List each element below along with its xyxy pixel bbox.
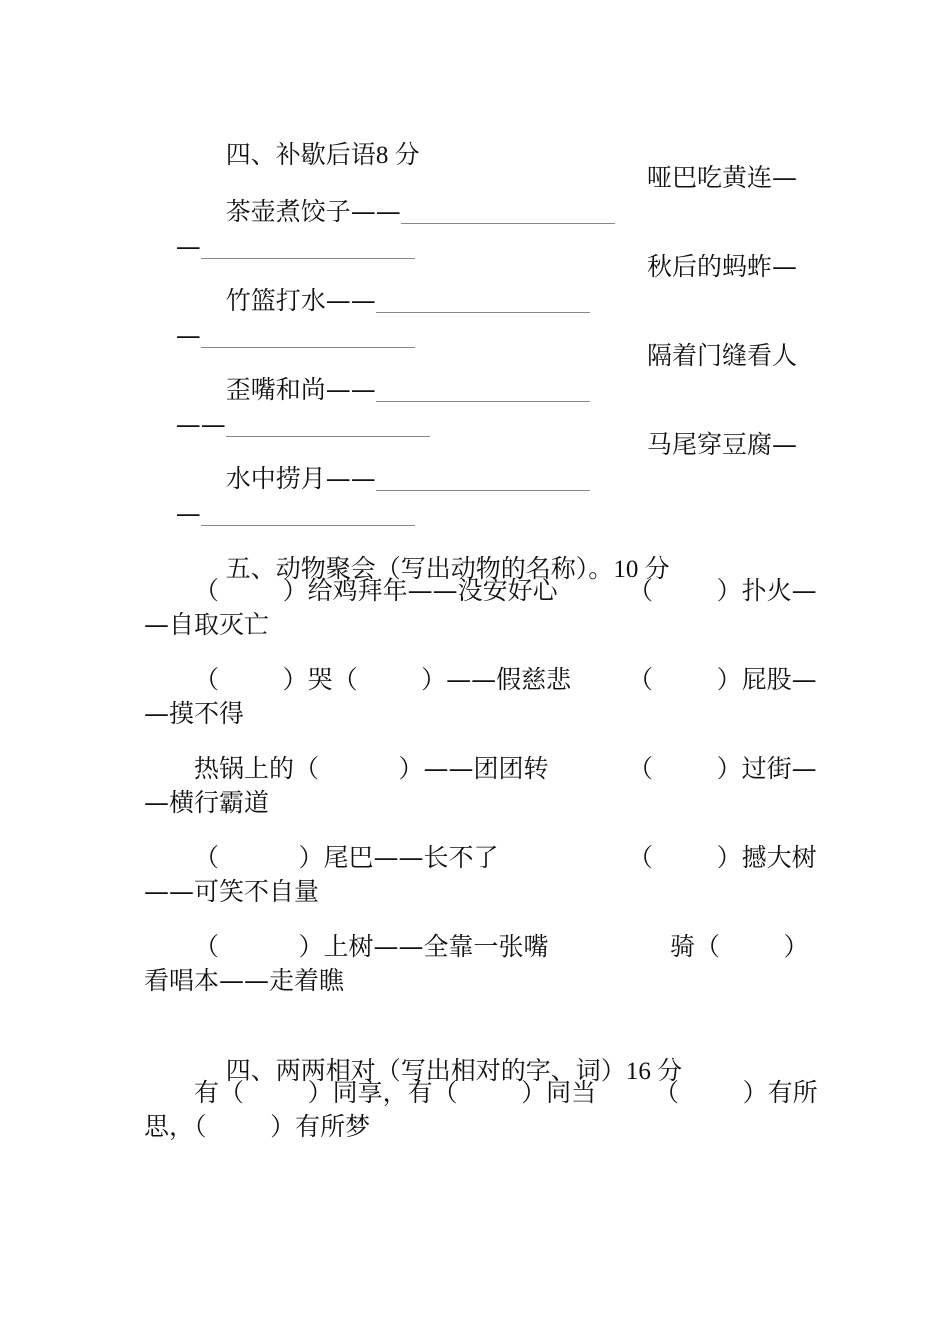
- xiehouyu-prompt: 水中捞月——: [225, 464, 376, 493]
- opposites-item-1: 有（ ）同享，有（ ）同当: [194, 1078, 597, 1107]
- animal-item-3-continued: —横行霸道: [144, 788, 270, 817]
- animal-item-1: （ ）给鸡拜年——没安好心: [194, 576, 558, 605]
- xiehouyu-prompt: 竹篮打水——: [225, 286, 376, 315]
- animal-item-5: （ ）上树——全靠一张嘴: [194, 932, 549, 961]
- animal-item-2-right: （ ）屁股—: [628, 665, 817, 694]
- animal-item-5-right: 骑（ ）: [670, 932, 809, 961]
- xiehouyu-item-4-second: 马尾穿豆腐—: [647, 430, 798, 459]
- animal-item-4: （ ）尾巴——长不了: [194, 843, 499, 872]
- section-heading-text: 五、动物聚会（写出动物的名称）。: [225, 554, 614, 583]
- xiehouyu-item-1-second: 哑巴吃黄连—: [647, 163, 798, 192]
- xiehouyu-item-2-second: 秋后的蚂蚱—: [647, 252, 798, 281]
- animal-item-4-continued: ——可笑不自量: [144, 877, 320, 906]
- xiehouyu-item-3-second: 隔着门缝看人: [647, 341, 798, 370]
- opposites-item-1-right: （ ）有所: [654, 1078, 818, 1107]
- xiehouyu-wrap-dash: ——: [175, 410, 226, 439]
- section-score: 8 分: [375, 142, 420, 169]
- animal-item-4-right: （ ）撼大树: [628, 843, 817, 872]
- animal-item-1-continued: —自取灭亡: [144, 610, 270, 639]
- xiehouyu-wrap-dash: —: [175, 232, 201, 261]
- xiehouyu-prompt: 歪嘴和尚——: [225, 375, 376, 404]
- section-heading-text: 四、补歇后语: [225, 140, 376, 169]
- answer-blank[interactable]: [401, 222, 615, 224]
- animal-item-3-right: （ ）过街—: [628, 754, 817, 783]
- opposites-item-1-continued: 思，（ ）有所梦: [144, 1112, 371, 1141]
- animal-item-5-continued: 看唱本——走着瞧: [144, 966, 345, 995]
- xiehouyu-wrap-dash: —: [175, 499, 201, 528]
- section-score: 16 分: [625, 1058, 683, 1085]
- xiehouyu-prompt: 茶壶煮饺子——: [225, 197, 401, 226]
- animal-item-3: 热锅上的（ ）——团团转: [194, 754, 549, 783]
- section-heading-text: 四、两两相对（写出相对的字、词）: [225, 1056, 626, 1085]
- animal-item-2-continued: —摸不得: [144, 699, 245, 728]
- animal-item-2: （ ）哭（ ）——假慈悲: [194, 665, 572, 694]
- animal-item-1-right: （ ）扑火—: [628, 576, 817, 605]
- xiehouyu-wrap-dash: —: [175, 321, 201, 350]
- section-score: 10 分: [613, 556, 670, 583]
